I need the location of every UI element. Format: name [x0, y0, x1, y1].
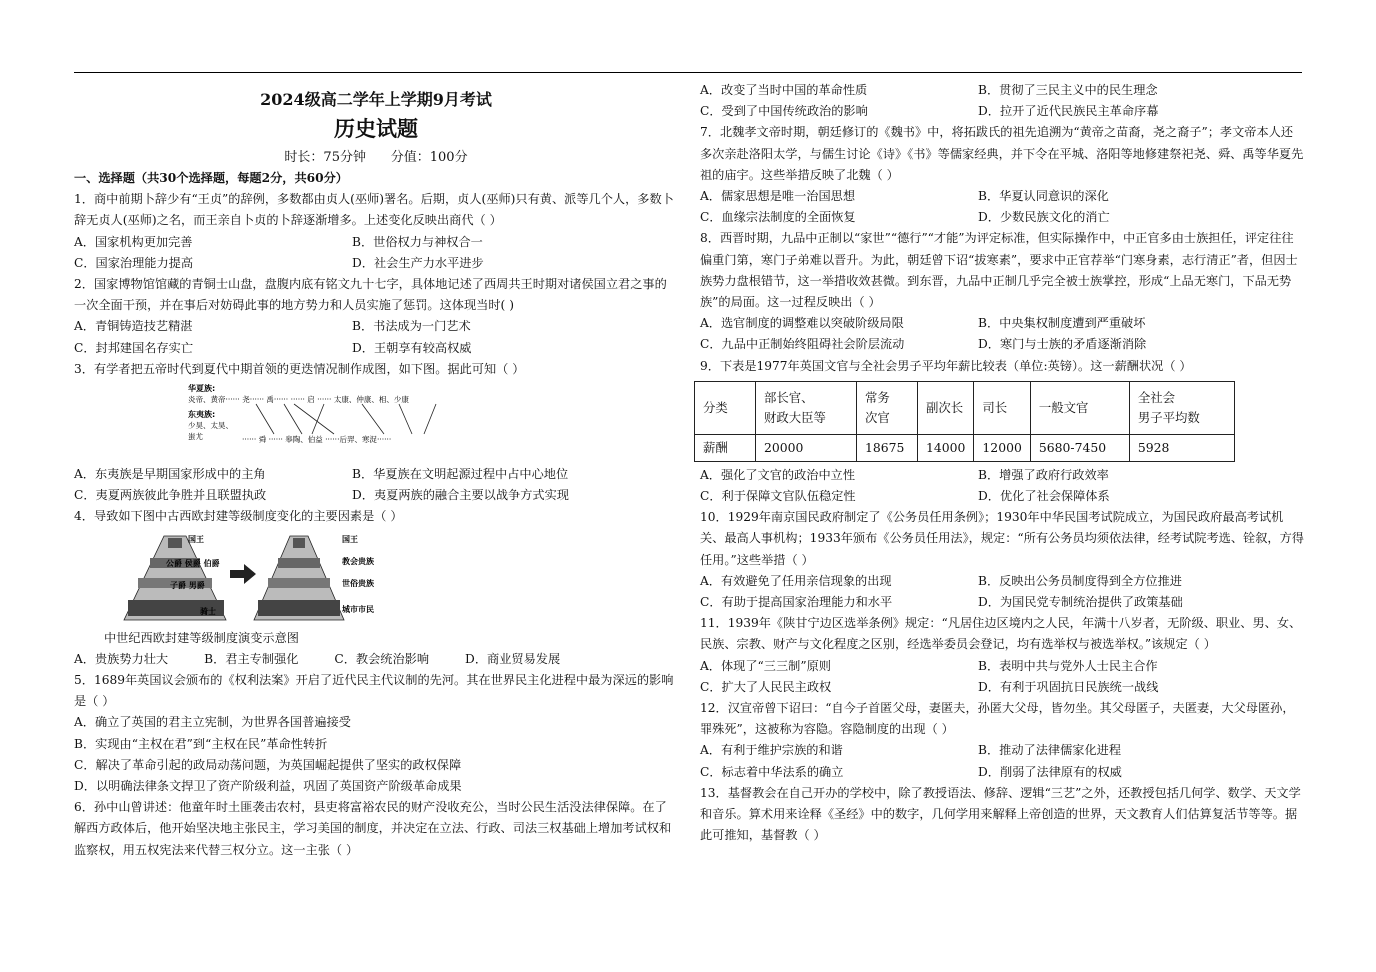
table-cell: 12000	[974, 434, 1030, 461]
option-b[interactable]: B．推动了法律儒家化进程	[978, 743, 1122, 758]
question-5	[74, 670, 678, 797]
question-stem: 9．下表是1977年英国文官与全社会男子平均年薪比较表（单位:英镑）。这一薪酬状况（ ）	[700, 358, 1192, 373]
option-c[interactable]: C．标志着中华法系的确立	[700, 764, 844, 779]
option-c[interactable]: C．夷夏两族彼此争胜并且联盟执政	[74, 488, 267, 503]
table-row	[695, 434, 1235, 461]
question-stem: 12．汉宣帝曾下诏曰：“自今子首匿父母，妻匿夫，孙匿大父母，皆勿坐。其父母匿子，夫匿妻，大父母匿孙，罪殊死”，这被称为容隐。容隐制度的出现（ ）	[700, 701, 1295, 737]
option-a[interactable]: A．东夷族是早期国家形成中的主角	[74, 467, 266, 482]
option-d[interactable]: D．削弱了法律原有的权威	[978, 764, 1122, 779]
exam-title: 2024级高二学年上学期9月考试	[260, 90, 492, 109]
option-b[interactable]: B．实现由“主权在君”到“主权在民”革命性转折	[74, 736, 328, 751]
table-header-cell: 常务 次官	[857, 381, 918, 434]
question-13	[700, 783, 1304, 847]
option-b[interactable]: B．增强了政府行政效率	[978, 467, 1109, 482]
option-c[interactable]: C．教会统治影响	[334, 651, 430, 666]
option-a[interactable]: A．国家机构更加完善	[74, 234, 193, 249]
table-cell: 5928	[1129, 434, 1234, 461]
option-d[interactable]: D．拉开了近代民族民主革命序幕	[978, 104, 1159, 119]
option-a[interactable]: A．青铜铸造技艺精湛	[74, 319, 193, 334]
question-1	[74, 189, 678, 274]
question-stem: 3．有学者把五帝时代到夏代中期首领的更迭情况制作成图，如下图。据此可知（ ）	[74, 361, 525, 376]
dongyi-label: 东夷族:	[188, 410, 216, 420]
option-a[interactable]: A．有利于维护宗族的和谐	[700, 743, 843, 758]
option-b[interactable]: B．华夏族在文明起源过程中占中心地位	[352, 467, 569, 482]
option-d[interactable]: D．优化了社会保障体系	[978, 489, 1110, 504]
option-b[interactable]: B．君主专制强化	[204, 651, 299, 666]
option-d[interactable]: D．商业贸易发展	[465, 651, 561, 666]
option-a[interactable]: A．强化了文官的政治中立性	[700, 467, 856, 482]
question-stem: 8．西晋时期，九品中正制以“家世”“德行”“才能”为评定标准，但实际操作中，中正官多由士族担任，评定往往偏重门第，寒门子弟难以晋升。为此，朝廷曾下诏“拔寒素”，要求中正官荐举“门寒身素，志行清正”者，但因士族势力盘根错节，这一举措收效甚微。到东晋，九品中正制几乎完全被士族掌控，形成“上品无寒门，下品无势族”的局面。这一过程反映出（ ）	[700, 231, 1298, 310]
left-label-king: 国王	[188, 534, 204, 544]
option-b[interactable]: B．世俗权力与神权合一	[352, 234, 483, 249]
left-column	[74, 80, 678, 861]
option-c[interactable]: C．解决了革命引起的政局动荡问题，为英国崛起提供了坚实的政权保障	[74, 757, 462, 772]
option-d[interactable]: D．王朝享有较高权威	[352, 340, 472, 355]
succession-diagram	[184, 382, 474, 462]
question-stem: 2．国家博物馆馆藏的青铜士山盘，盘腹内底有铭文九十七字，具体地记述了西周共王时期对诸侯国立君之事的一次全面干预，并在事后对妨碍此事的地方势力和人员实施了惩罚。这体现当时( )	[74, 277, 667, 313]
question-stem: 13．基督教会在自己开办的学校中，除了教授语法、修辞、逻辑“三艺”之外，还教授包括几何学、数学、天文学和音乐。算术用来诠释《圣经》中的数字，几何学用来解释上帝创造的世界，天文教育人们估算复活节等等。据此可推知，基督教（ ）	[700, 785, 1301, 843]
option-c[interactable]: C．国家治理能力提高	[74, 255, 194, 270]
table-row-label: 薪酬	[695, 434, 756, 461]
option-c[interactable]: C．血缘宗法制度的全面恢复	[700, 210, 856, 225]
option-d[interactable]: D．少数民族文化的消亡	[978, 210, 1110, 225]
arrow-icon	[230, 564, 256, 584]
right-label-church: 教会贵族	[342, 556, 374, 566]
option-b[interactable]: B．华夏认同意识的深化	[978, 189, 1109, 204]
dongyi-name-1: 少昊、太昊、	[188, 421, 233, 431]
section-heading: 一、选择题（共30个选择题，每题2分，共60分）	[74, 171, 348, 185]
question-12	[700, 698, 1304, 783]
question-stem: 5．1689年英国议会颁布的《权利法案》开启了近代民主代议制的先河。其在世界民主化进程中最为深远的影响是（ ）	[74, 673, 674, 709]
option-c[interactable]: C．有助于提高国家治理能力和水平	[700, 595, 893, 610]
question-stem: 11．1939年《陕甘宁边区选举条例》规定：“凡居住边区境内之人民，年满十八岁者，无阶级、职业、男、女、民族、宗教、财产与文化程度之区别，经选举委员会登记，均有选举权与被选举权。”该规定（ ）	[700, 616, 1302, 652]
option-a[interactable]: A．体现了“三三制”原则	[700, 658, 831, 673]
table-cell: 5680-7450	[1030, 434, 1129, 461]
option-a[interactable]: A．改变了当时中国的革命性质	[700, 83, 868, 97]
option-c[interactable]: C．受到了中国传统政治的影响	[700, 104, 868, 119]
question-stem: 1．商中前期卜辞少有“王贞”的辞例，多数都由贞人(巫师)署名。后期，贞人(巫师)只有黄、派等几个人，多数卜辞无贞人(巫师)之名，而王亲自卜贞的卜辞逐渐增多。上述变化反映出商代（ ）	[74, 192, 674, 228]
option-c[interactable]: C．扩大了人民民主政权	[700, 679, 832, 694]
option-c[interactable]: C．利于保障文官队伍稳定性	[700, 489, 856, 504]
succession-arrows	[256, 404, 436, 434]
table-header-cell: 司长	[974, 381, 1030, 434]
table-header-cell: 全社会 男子平均数	[1129, 381, 1234, 434]
huaxia-line: 炎帝、黄帝······ 尧······ 禹······ ······ 启 ······ 太康、仲康、相、少康	[188, 395, 409, 405]
question-3	[74, 359, 678, 507]
table-header-row	[695, 381, 1235, 434]
option-b[interactable]: B．书法成为一门艺术	[352, 319, 471, 334]
subject-title: 历史试题	[334, 116, 418, 141]
option-c[interactable]: C．九品中正制始终阻碍社会阶层流动	[700, 337, 905, 352]
left-label-knights: 骑士	[200, 606, 216, 616]
question-stem: 6．孙中山曾讲述：他童年时土匪袭击农村，县吏将富裕农民的财产没收充公，当时公民生活没法律保障。在了解西方政体后，他开始坚决地主张民主，学习美国的制度，并决定在立法、行政、司法三权基础上增加考试权和监察权，用五权宪法来代替三权分立。这一主张（ ）	[74, 800, 672, 857]
table-header-cell: 部长官、 财政大臣等	[756, 381, 857, 434]
left-label-nobles: 公爵 侯爵 伯爵	[166, 558, 220, 568]
feudal-hierarchy-figure	[94, 530, 394, 628]
option-b[interactable]: B．贯彻了三民主义中的民生理念	[978, 83, 1158, 97]
option-a[interactable]: A．儒家思想是唯一治国思想	[700, 189, 856, 204]
option-c[interactable]: C．封邦建国名存实亡	[74, 340, 194, 355]
question-11	[700, 613, 1304, 698]
question-7	[700, 122, 1304, 228]
option-a[interactable]: A．选官制度的调整难以突破阶级局限	[700, 316, 904, 331]
question-10	[700, 507, 1304, 613]
figure-caption: 中世纪西欧封建等级制度演变示意图	[104, 630, 299, 645]
question-6-options	[700, 80, 1304, 122]
question-8	[700, 228, 1304, 355]
option-d[interactable]: D．有利于巩固抗日民族统一战线	[978, 679, 1159, 694]
right-label-secular: 世俗贵族	[342, 578, 374, 588]
option-b[interactable]: B．中央集权制度遭到严重破坏	[978, 316, 1146, 331]
table-header-cell: 副次长	[918, 381, 974, 434]
question-stem: 4．导致如下图中古西欧封建等级制度变化的主要因素是（ ）	[74, 509, 403, 524]
question-4	[74, 506, 678, 670]
question-stem: 7．北魏孝文帝时期，朝廷修订的《魏书》中，将拓跋氏的祖先追溯为“黄帝之苗裔，尧之裔子”；孝文帝本人还多次亲赴洛阳太学，与儒生讨论《诗》《书》等儒家经典，并下令在平城、洛阳等地修建祭祀尧、舜、禹等华夏先祖的庙宇。这些举措反映了北魏（ ）	[700, 125, 1304, 182]
question-9	[700, 356, 1304, 508]
option-a[interactable]: A．贵族势力壮大	[74, 651, 169, 666]
header-rule	[74, 72, 1302, 73]
question-2	[74, 274, 678, 359]
option-d[interactable]: D．寒门与士族的矛盾逐渐消除	[978, 337, 1147, 352]
option-b[interactable]: B．表明中共与党外人士民主合作	[978, 658, 1158, 673]
table-cell: 14000	[918, 434, 974, 461]
table-cell: 18675	[857, 434, 918, 461]
right-label-king: 国王	[342, 534, 358, 544]
option-d[interactable]: D．夷夏两族的融合主要以战争方式实现	[352, 488, 569, 503]
option-a[interactable]: A．确立了英国的君主立宪制，为世界各国普遍接受	[74, 715, 351, 730]
huaxia-label: 华夏族:	[188, 384, 216, 394]
exam-meta: 时长：75分钟 分值：100分	[284, 150, 468, 165]
option-d[interactable]: D．社会生产力水平进步	[352, 255, 484, 270]
question-6	[74, 797, 678, 861]
right-column	[700, 80, 1304, 847]
salary-table	[694, 381, 1235, 462]
question-stem: 10．1929年南京国民政府制定了《公务员任用条例》；1930年中华民国考试院成立，为国民政府最高考试机关、最高人事机构；1933年颁布《公务员任用法》，规定：“所有公务员均须依法律，经考试院考选、铨叙，方得任用。”这些举措（ ）	[700, 510, 1304, 567]
option-b[interactable]: B．反映出公务员制度得到全方位推进	[978, 573, 1182, 588]
right-label-citizens: 城市市民	[342, 604, 374, 614]
table-header-cell: 一般文官	[1030, 381, 1129, 434]
pyramid-after	[254, 536, 344, 620]
option-d[interactable]: D．为国民党专制统治提供了政策基础	[978, 595, 1183, 610]
table-cell: 20000	[756, 434, 857, 461]
option-a[interactable]: A．有效避免了任用亲信现象的出现	[700, 573, 892, 588]
dongyi-name-2: 蚩尤	[188, 432, 203, 442]
dongyi-line: ······ 舜 ······ 皋陶、伯益 ······后羿、寒浞······	[242, 435, 392, 445]
option-d[interactable]: D．以明确法律条文捍卫了资产阶级利益，巩固了英国资产阶级革命成果	[74, 779, 462, 794]
left-label-lesser: 子爵 男爵	[170, 580, 205, 590]
table-header-cell: 分类	[695, 381, 756, 434]
